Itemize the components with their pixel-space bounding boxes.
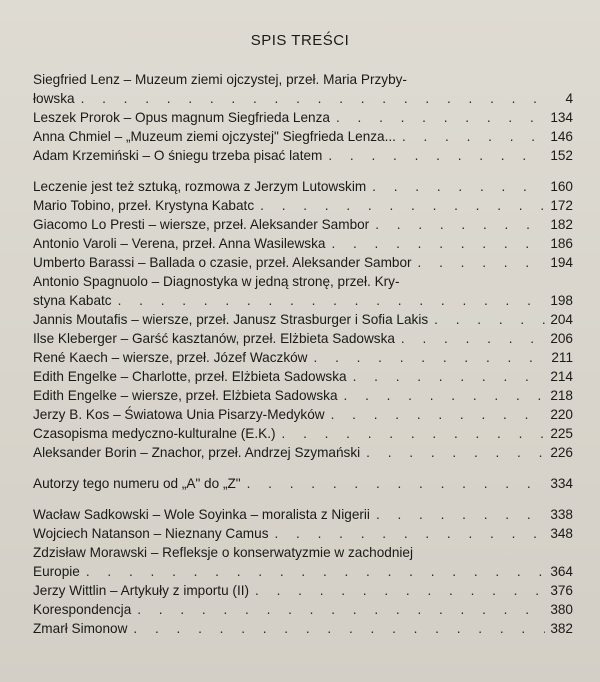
toc-page-number: 338	[550, 507, 573, 522]
toc-entry-line	[33, 405, 573, 424]
toc-entry-line	[33, 291, 573, 310]
toc-entry	[33, 348, 573, 367]
toc-entry	[33, 581, 573, 600]
toc-entry-line	[33, 524, 573, 543]
toc-entry	[33, 310, 573, 329]
toc-entry	[33, 405, 573, 424]
toc-entry-line	[33, 474, 573, 493]
toc-entry-line	[33, 505, 573, 524]
toc-entry-title: Leczenie jest też sztuką, rozmowa z Jerzym Lutowskim	[33, 179, 367, 194]
toc-page-number: 194	[550, 255, 573, 270]
toc-entry	[33, 619, 573, 638]
toc-entry-title: Antonio Spagnuolo – Diagnostyka w jedną stronę, przeł. Kry-	[33, 274, 400, 289]
toc-page-number: 376	[550, 583, 573, 598]
dot-leader	[370, 505, 545, 524]
toc-section	[33, 177, 573, 462]
toc-entry-line	[33, 581, 573, 600]
toc-entry-title: Giacomo Lo Presti – wiersze, przeł. Aleksander Sambor	[33, 217, 370, 232]
toc-entry-title: Umberto Barassi – Ballada o czasie, przeł. Aleksander Sambor	[33, 255, 412, 270]
dot-leader	[75, 89, 545, 108]
toc-entry-title: Mario Tobino, przeł. Krystyna Kabatc	[33, 198, 255, 213]
dot-leader	[249, 581, 545, 600]
toc-page-number: 380	[550, 602, 573, 617]
dot-leader	[347, 367, 545, 386]
toc-entry	[33, 543, 573, 581]
dot-leader	[360, 443, 545, 462]
dot-leader	[127, 619, 545, 638]
toc-page-number: 172	[550, 198, 573, 213]
toc-entry-title: Europie	[33, 564, 80, 579]
dot-leader	[330, 108, 545, 127]
toc-entry	[33, 524, 573, 543]
toc-entry-title: René Kaech – wiersze, przeł. Józef Waczków	[33, 350, 308, 365]
toc-entry	[33, 329, 573, 348]
toc-page-number: 334	[550, 476, 573, 491]
toc-entry	[33, 474, 573, 493]
toc-page-number: 152	[550, 148, 573, 163]
dot-leader	[112, 291, 545, 310]
toc-entry-title: Korespondencja	[33, 602, 132, 617]
toc-entry-line	[33, 600, 573, 619]
toc-entry-line	[33, 348, 573, 367]
toc-entry-title: Jerzy B. Kos – Światowa Unia Pisarzy-Medyków	[33, 407, 325, 422]
page-title: SPIS TREŚCI	[250, 32, 350, 49]
toc-entry	[33, 443, 573, 462]
toc-entry-line	[33, 367, 573, 386]
toc-entry-line	[33, 234, 573, 253]
toc-entry-title: Siegfried Lenz – Muzeum ziemi ojczystej, przeł. Maria Przyby-	[33, 72, 407, 87]
toc-entry-title: Edith Engelke – Charlotte, przeł. Elżbieta Sadowska	[33, 369, 347, 384]
toc-entry-title: Antonio Varoli – Verena, przeł. Anna Wasilewska	[33, 236, 326, 251]
toc-entry-title: Autorzy tego numeru od „A" do „Z"	[33, 476, 241, 491]
dot-leader	[369, 215, 545, 234]
toc-page-number: 4	[565, 91, 573, 106]
toc-entry-line	[33, 329, 573, 348]
toc-entry	[33, 386, 573, 405]
toc-entry-line	[33, 215, 573, 234]
toc-entry	[33, 367, 573, 386]
toc-page-number: 204	[550, 312, 573, 327]
toc-entry	[33, 505, 573, 524]
dot-leader	[428, 310, 545, 329]
dot-leader	[80, 562, 545, 581]
toc-entry	[33, 215, 573, 234]
toc-entry-line	[33, 127, 573, 146]
toc-entry	[33, 70, 573, 108]
toc-entry-line	[33, 146, 573, 165]
toc-entry-line	[33, 386, 573, 405]
toc-entry-line	[33, 619, 573, 638]
dot-leader	[131, 600, 545, 619]
toc-entry-line	[33, 272, 573, 291]
toc-entry	[33, 177, 573, 196]
toc-page-number: 214	[550, 369, 573, 384]
toc-page-number: 218	[550, 388, 573, 403]
toc-entry-title: Jannis Moutafis – wiersze, przeł. Janusz Strasburger i Sofia Lakis	[33, 312, 429, 327]
toc-entry-line	[33, 310, 573, 329]
toc-entry-title: Czasopisma medyczno-kulturalne (E.K.)	[33, 426, 276, 441]
toc-entry-title: łowska	[33, 91, 75, 106]
toc-entry-line	[33, 253, 573, 272]
toc-entry	[33, 424, 573, 443]
toc-entry-title: Leszek Prorok – Opus magnum Siegfrieda Lenza	[33, 110, 330, 125]
toc-entry-line	[33, 543, 573, 562]
toc-page-number: 160	[550, 179, 573, 194]
toc-page-number: 220	[550, 407, 573, 422]
toc-page-number: 364	[550, 564, 573, 579]
toc-entry-title: styna Kabatc	[33, 293, 112, 308]
toc-entry	[33, 600, 573, 619]
toc-entry-title: Wojciech Natanson – Nieznany Camus	[33, 526, 269, 541]
toc-section	[33, 70, 573, 165]
toc-page-number: 382	[550, 621, 573, 636]
toc-entry-line	[33, 196, 573, 215]
toc-entry-line	[33, 443, 573, 462]
toc-entry-line	[33, 89, 573, 108]
toc-entry-title: Adam Krzemiński – O śniegu trzeba pisać latem	[33, 148, 323, 163]
dot-leader	[396, 127, 545, 146]
dot-leader	[322, 146, 545, 165]
dot-leader	[276, 424, 545, 443]
toc-page-number: 182	[550, 217, 573, 232]
toc-entry	[33, 196, 573, 215]
toc-page-number: 206	[550, 331, 573, 346]
toc-entry-title: Edith Engelke – wiersze, przeł. Elżbieta Sadowska	[33, 388, 338, 403]
dot-leader	[412, 253, 545, 272]
toc-page-number: 225	[550, 426, 573, 441]
dot-leader	[269, 524, 546, 543]
toc-entry	[33, 234, 573, 253]
toc-entry-title: Wacław Sadkowski – Wole Soyinka – moralista z Nigerii	[33, 507, 370, 522]
toc-entry-title: Aleksander Borin – Znachor, przeł. Andrzej Szymański	[33, 445, 361, 460]
toc-page-number: 198	[550, 293, 573, 308]
dot-leader	[338, 386, 545, 405]
toc-entry-line	[33, 70, 573, 89]
toc-entry-title: Jerzy Wittlin – Artykuły z importu (II)	[33, 583, 250, 598]
toc-page-number: 348	[550, 526, 573, 541]
toc-entry-line	[33, 108, 573, 127]
table-of-contents	[33, 70, 573, 652]
toc-section	[33, 474, 573, 493]
dot-leader	[308, 348, 545, 367]
toc-page-number: 226	[550, 445, 573, 460]
toc-page-number: 186	[550, 236, 573, 251]
toc-page-number: 146	[550, 129, 573, 144]
dot-leader	[241, 474, 545, 493]
toc-entry-line	[33, 177, 573, 196]
dot-leader	[395, 329, 545, 348]
toc-entry-line	[33, 562, 573, 581]
dot-leader	[366, 177, 545, 196]
toc-entry	[33, 253, 573, 272]
toc-entry-title: Anna Chmiel – „Muzeum ziemi ojczystej" Siegfrieda Lenza...	[33, 129, 396, 144]
dot-leader	[325, 405, 545, 424]
toc-page-number: 211	[551, 350, 573, 365]
toc-entry	[33, 108, 573, 127]
toc-entry	[33, 127, 573, 146]
dot-leader	[254, 196, 545, 215]
toc-section	[33, 505, 573, 638]
dot-leader	[325, 234, 545, 253]
toc-entry-title: Ilse Kleberger – Garść kasztanów, przeł. Elżbieta Sadowska	[33, 331, 395, 346]
toc-entry-title: Zdzisław Morawski – Refleksje o konserwatyzmie w zachodniej	[33, 545, 414, 560]
toc-entry	[33, 146, 573, 165]
toc-page-number: 134	[550, 110, 573, 125]
toc-entry-line	[33, 424, 573, 443]
toc-entry-title: Zmarł Simonow	[33, 621, 128, 636]
toc-entry	[33, 272, 573, 310]
